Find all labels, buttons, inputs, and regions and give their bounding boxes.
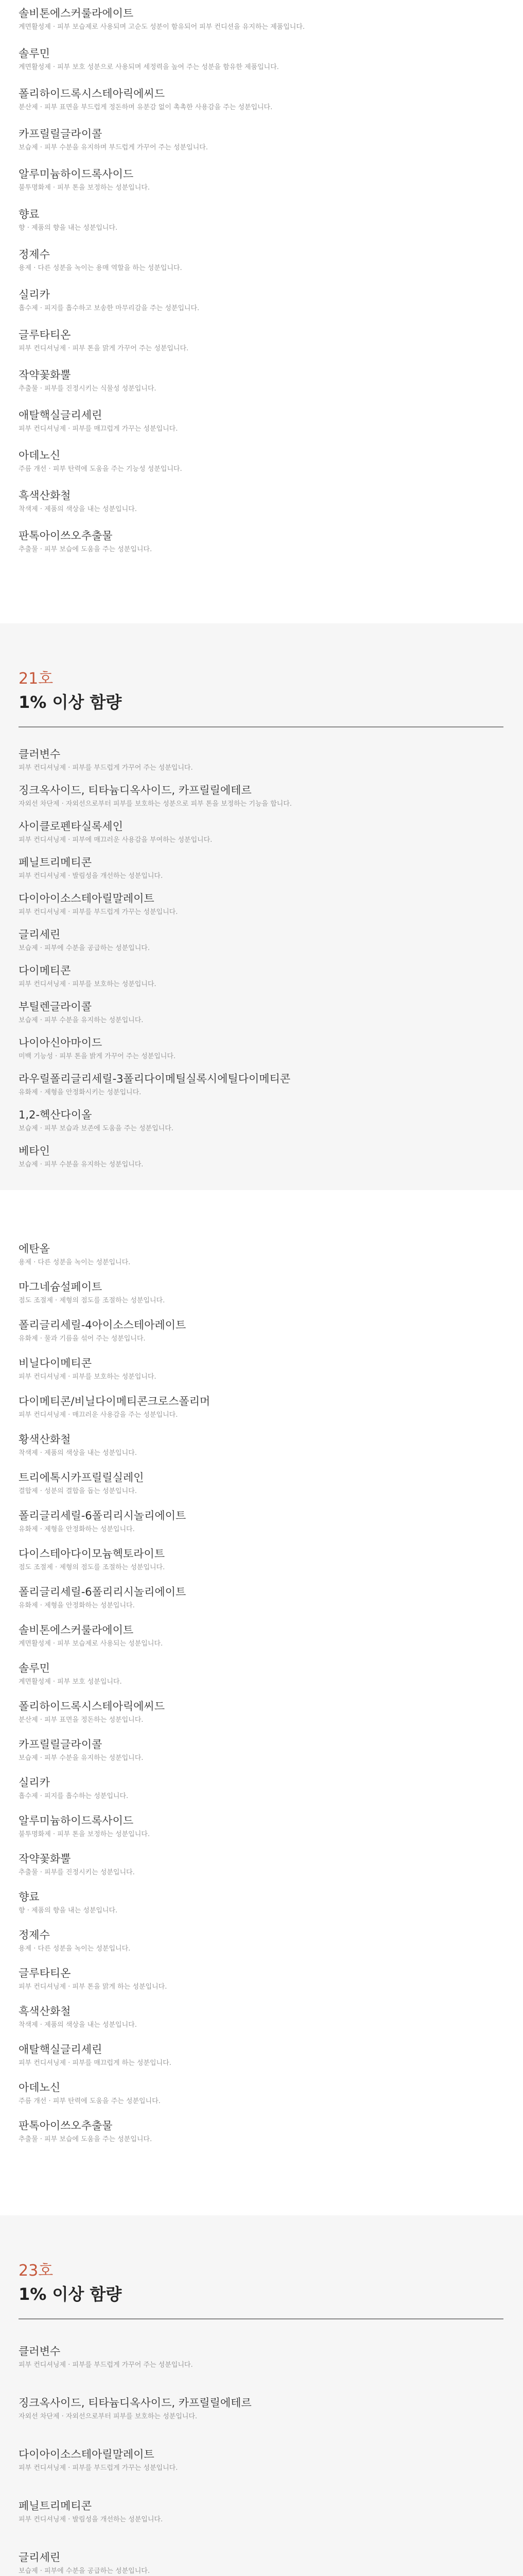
ingredient-name: 실리카 bbox=[19, 289, 50, 301]
ingredient-item bbox=[19, 927, 503, 954]
ingredient-name: 다이메티콘/비닐다이메티콘크로스폴리머 bbox=[19, 1395, 211, 1408]
ingredient-desc: 유화제 · 제형을 안정화하는 성분입니다. bbox=[19, 1602, 135, 1609]
ingredient-desc: 착색제 · 제품의 색상을 내는 성분입니다. bbox=[19, 2021, 137, 2029]
ingredient-item bbox=[19, 207, 503, 233]
ingredient-name: 솔비톤에스커룰라에이트 bbox=[19, 1624, 134, 1636]
ingredient-item bbox=[19, 448, 503, 474]
ingredient-desc: 피부 컨디셔닝제 · 피부 톤을 맑게 가꾸어 주는 성분입니다. bbox=[19, 345, 189, 352]
shade-21-other-ingredients bbox=[0, 1190, 523, 2215]
ingredient-section-continued-top bbox=[0, 0, 523, 594]
ingredient-desc: 추출물 · 피부 보습에 도움을 주는 성분입니다. bbox=[19, 2136, 152, 2143]
ingredient-name: 애탈핵실글리세린 bbox=[19, 409, 102, 421]
ingredient-name: 다이스테아다이모늄헥토라이트 bbox=[19, 1548, 165, 1560]
ingredient-name: 폴리하이드록시스테아릭에씨드 bbox=[19, 88, 165, 100]
ingredient-name: 폴리하이드록시스테아릭에씨드 bbox=[19, 1700, 165, 1713]
section-heading bbox=[19, 670, 503, 738]
ingredient-desc: 보습제 · 피부에 수분을 공급하는 성분입니다. bbox=[19, 2567, 150, 2575]
ingredient-name: 글리세린 bbox=[19, 928, 61, 941]
ingredient-item bbox=[19, 2004, 503, 2030]
ingredient-desc: 착색제 · 제품의 색상을 내는 성분입니다. bbox=[19, 505, 137, 513]
ingredient-item bbox=[19, 368, 503, 394]
ingredient-desc: 추출물 · 피부 보습에 도움을 주는 성분입니다. bbox=[19, 546, 152, 553]
ingredient-item bbox=[19, 1585, 503, 1611]
ingredient-desc: 향 · 제품의 향을 내는 성분입니다. bbox=[19, 1907, 118, 1914]
ingredient-desc: 보습제 · 피부 수분을 유지하는 성분입니다. bbox=[19, 1016, 144, 1024]
ingredient-name: 징크옥사이드, 티타늄디옥사이드, 카프릴릴에테르 bbox=[19, 2397, 252, 2409]
ingredient-name: 향료 bbox=[19, 208, 40, 221]
ingredient-item bbox=[19, 819, 503, 845]
ingredient-name: 황색산화철 bbox=[19, 1433, 71, 1446]
ingredient-desc: 피부 컨디셔닝제 · 피부를 부드럽게 가꾸어 주는 성분입니다. bbox=[19, 764, 193, 772]
ingredient-item bbox=[19, 1699, 503, 1725]
ingredient-item bbox=[19, 529, 503, 555]
shade-23-section bbox=[0, 2215, 523, 2576]
ingredient-item bbox=[19, 167, 503, 193]
ingredient-item bbox=[19, 1852, 503, 1878]
ingredient-item bbox=[19, 2550, 503, 2576]
ingredient-desc: 불투명화제 · 피부 톤을 보정하는 성분입니다. bbox=[19, 1831, 150, 1838]
ingredient-item bbox=[19, 1356, 503, 1382]
ingredient-desc: 계면활성제 · 피부 보습제로 사용되는 성분입니다. bbox=[19, 1640, 163, 1648]
ingredient-item bbox=[19, 247, 503, 274]
ingredient-desc: 불투명화제 · 피부 톤을 보정하는 성분입니다. bbox=[19, 184, 150, 192]
ingredient-name: 마그네슘설페이트 bbox=[19, 1281, 102, 1293]
section-heading bbox=[19, 2262, 503, 2330]
ingredient-name: 알루미늄하이드록사이드 bbox=[19, 1815, 134, 1827]
ingredient-name: 베타인 bbox=[19, 1145, 50, 1157]
ingredient-desc: 유화제 · 물과 기름을 섞어 주는 성분입니다. bbox=[19, 1335, 146, 1343]
ingredient-item bbox=[19, 891, 503, 918]
ingredient-desc: 피부 컨디셔닝제 · 피부를 부드럽게 가꾸는 성분입니다. bbox=[19, 2464, 178, 2472]
ingredient-item bbox=[19, 127, 503, 153]
ingredient-desc: 피부 컨디셔닝제 · 피부를 부드럽게 가꾸어 주는 성분입니다. bbox=[19, 2361, 193, 2369]
ingredient-name: 1,2-헥산다이올 bbox=[19, 1109, 92, 1121]
ingredient-desc: 추출물 · 피부를 진정시키는 식물성 성분입니다. bbox=[19, 385, 156, 393]
ingredient-item bbox=[19, 1108, 503, 1134]
ingredient-name: 아데노신 bbox=[19, 449, 61, 462]
ingredient-desc: 자외선 차단제 · 자외선으로부터 피부를 보호하는 성분입니다. bbox=[19, 2413, 198, 2420]
ingredient-item bbox=[19, 1509, 503, 1535]
ingredient-desc: 피부 컨디셔닝제 · 매끄러운 사용감을 주는 성분입니다. bbox=[19, 1411, 178, 1419]
content-threshold-label: 1% 이상 함량 bbox=[19, 692, 122, 712]
ingredient-item bbox=[19, 783, 503, 809]
ingredient-desc: 계면활성제 · 피부 보호 성분입니다. bbox=[19, 1678, 122, 1686]
ingredient-item bbox=[19, 1072, 503, 1098]
ingredient-name: 나이아신아마이드 bbox=[19, 1037, 102, 1049]
ingredient-item bbox=[19, 2499, 503, 2525]
ingredient-item bbox=[19, 747, 503, 773]
ingredient-name: 징크옥사이드, 티타늄디옥사이드, 카프릴릴에테르 bbox=[19, 784, 252, 796]
ingredient-desc: 유화제 · 제형을 안정화하는 성분입니다. bbox=[19, 1526, 135, 1533]
ingredient-item bbox=[19, 855, 503, 882]
ingredient-desc: 피부 컨디셔닝제 · 피부를 보호하는 성분입니다. bbox=[19, 980, 156, 988]
ingredient-name: 작약꽃화뿔 bbox=[19, 369, 71, 381]
ingredient-item bbox=[19, 999, 503, 1026]
ingredient-name: 솔루민 bbox=[19, 47, 50, 60]
ingredient-desc: 계면활성제 · 피부 보호 성분으로 사용되며 세정력을 높여 주는 성분을 함유한 제품입니다. bbox=[19, 63, 279, 71]
ingredient-name: 다이아이소스테아릴말레이트 bbox=[19, 2448, 154, 2461]
ingredient-desc: 자외선 차단제 · 자외선으로부터 피부를 보호하는 성분으로 피부 톤을 보정하는 기능을 합니다. bbox=[19, 800, 292, 808]
ingredient-desc: 착색제 · 제품의 색상을 내는 성분입니다. bbox=[19, 1449, 137, 1457]
ingredient-name: 다이메티콘 bbox=[19, 964, 71, 977]
ingredient-name: 정제수 bbox=[19, 248, 50, 261]
ingredient-desc: 보습제 · 피부 보습과 보존에 도움을 주는 성분입니다. bbox=[19, 1125, 173, 1132]
ingredient-name: 클러변수 bbox=[19, 748, 61, 760]
ingredient-item bbox=[19, 1814, 503, 1840]
ingredient-desc: 유화제 · 제형을 안정화시키는 성분입니다. bbox=[19, 1089, 142, 1096]
ingredient-name: 사이클로펜타실록세인 bbox=[19, 820, 123, 833]
ingredient-desc: 흡수제 · 피지를 흡수하는 성분입니다. bbox=[19, 1792, 129, 1800]
ingredient-item bbox=[19, 2396, 503, 2422]
ingredient-desc: 피부 컨디셔닝제 · 발림성을 개선하는 성분입니다. bbox=[19, 872, 163, 880]
content-threshold-label: 1% 이상 함량 bbox=[19, 2284, 122, 2304]
ingredient-item bbox=[19, 1966, 503, 1992]
shade-title: 23호 bbox=[19, 2262, 54, 2280]
ingredient-desc: 흡수제 · 피지를 흡수하고 보송한 마무리감을 주는 성분입니다. bbox=[19, 304, 200, 312]
ingredient-desc: 용제 · 다른 성분을 녹이는 성분입니다. bbox=[19, 1259, 131, 1266]
ingredient-name: 클러변수 bbox=[19, 2345, 61, 2358]
ingredient-item bbox=[19, 1432, 503, 1459]
ingredient-desc: 미백 기능성 · 피부 톤을 밝게 가꾸어 주는 성분입니다. bbox=[19, 1053, 176, 1060]
ingredient-name: 알루미늄하이드록사이드 bbox=[19, 168, 134, 180]
ingredient-name: 라우릴폴리글리세릴-3폴리다이메틸실록시에틸다이메티콘 bbox=[19, 1073, 291, 1085]
ingredient-desc: 보습제 · 피부 수분을 유지하는 성분입니다. bbox=[19, 1754, 144, 1762]
ingredient-item bbox=[19, 1470, 503, 1497]
ingredient-name: 솔루민 bbox=[19, 1662, 50, 1674]
ingredient-name: 솔비톤에스커룰라에이트 bbox=[19, 7, 134, 20]
ingredient-item bbox=[19, 2344, 503, 2370]
ingredient-name: 정제수 bbox=[19, 1929, 50, 1941]
ingredient-item bbox=[19, 1547, 503, 1573]
ingredient-desc: 용제 · 다른 성분을 녹이는 용매 역할을 하는 성분입니다. bbox=[19, 264, 182, 272]
ingredient-item bbox=[19, 1661, 503, 1687]
ingredient-name: 흑색산화철 bbox=[19, 2005, 71, 2018]
shade-title: 21호 bbox=[19, 670, 54, 688]
ingredient-desc: 피부 컨디셔닝제 · 피부를 보호하는 성분입니다. bbox=[19, 1373, 156, 1381]
ingredient-name: 페닐트리메티콘 bbox=[19, 2500, 92, 2512]
ingredient-item bbox=[19, 6, 503, 32]
ingredient-desc: 피부 컨디셔닝제 · 피부에 매끄러운 사용감을 부여하는 성분입니다. bbox=[19, 836, 213, 844]
ingredient-item bbox=[19, 1144, 503, 1170]
ingredient-item bbox=[19, 87, 503, 113]
ingredient-name: 페닐트리메티콘 bbox=[19, 856, 92, 869]
ingredient-name: 에탄올 bbox=[19, 1243, 50, 1255]
ingredient-item bbox=[19, 963, 503, 990]
ingredient-name: 판톡아이쓰오추출물 bbox=[19, 530, 113, 542]
shade-21-section bbox=[0, 623, 523, 1190]
ingredient-item bbox=[19, 1242, 503, 1268]
ingredient-desc: 보습제 · 피부에 수분을 공급하는 성분입니다. bbox=[19, 944, 150, 952]
ingredient-name: 글루타티온 bbox=[19, 329, 71, 341]
ingredient-desc: 결합제 · 성분의 결합을 돕는 성분입니다. bbox=[19, 1487, 137, 1495]
ingredient-name: 폴리글리세릴-6폴리리시놀리에이트 bbox=[19, 1510, 186, 1522]
ingredient-name: 카프릴릴글라이콜 bbox=[19, 1738, 102, 1751]
ingredient-desc: 피부 컨디셔닝제 · 피부를 부드럽게 가꾸는 성분입니다. bbox=[19, 908, 178, 916]
ingredient-item bbox=[19, 408, 503, 434]
ingredient-name: 다이아이소스테아릴말레이트 bbox=[19, 892, 154, 905]
ingredient-desc: 주름 개선 · 피부 탄력에 도움을 주는 기능성 성분입니다. bbox=[19, 465, 182, 473]
ingredient-name: 비닐다이메티콘 bbox=[19, 1357, 92, 1369]
ingredient-desc: 주름 개선 · 피부 탄력에 도움을 주는 성분입니다. bbox=[19, 2097, 161, 2105]
ingredient-name: 애탈핵실글리세린 bbox=[19, 2043, 102, 2056]
heading-divider bbox=[19, 726, 503, 727]
ingredient-item bbox=[19, 1737, 503, 1764]
ingredient-desc: 보습제 · 피부 수분을 유지하며 부드럽게 가꾸어 주는 성분입니다. bbox=[19, 144, 208, 151]
ingredient-desc: 피부 컨디셔닝제 · 피부를 매끄럽게 가꾸는 성분입니다. bbox=[19, 425, 178, 433]
ingredient-desc: 피부 컨디셔닝제 · 발림성을 개선하는 성분입니다. bbox=[19, 2516, 163, 2523]
ingredient-item bbox=[19, 488, 503, 515]
ingredient-name: 폴리글리세릴-4아이소스테아레이트 bbox=[19, 1319, 186, 1331]
ingredient-item bbox=[19, 1394, 503, 1420]
ingredient-desc: 분산제 · 피부 표면을 부드럽게 정돈하며 유분감 없이 촉촉한 사용감을 주는 성분입니다. bbox=[19, 104, 273, 111]
ingredient-item bbox=[19, 1280, 503, 1306]
ingredient-item bbox=[19, 1775, 503, 1802]
ingredient-desc: 계면활성제 · 피부 보습제로 사용되며 고순도 성분이 함유되어 피부 컨디션을 유지하는 제품입니다. bbox=[19, 23, 305, 31]
ingredient-desc: 점도 조절제 · 제형의 점도를 조절하는 성분입니다. bbox=[19, 1297, 165, 1304]
ingredient-name: 향료 bbox=[19, 1891, 40, 1903]
ingredient-desc: 피부 컨디셔닝제 · 피부를 매끄럽게 하는 성분입니다. bbox=[19, 2059, 171, 2067]
ingredient-item bbox=[19, 1318, 503, 1344]
ingredient-name: 트리에톡시카프릴릴실레인 bbox=[19, 1471, 144, 1484]
ingredient-name: 아데노신 bbox=[19, 2081, 61, 2094]
ingredient-name: 작약꽃화뿔 bbox=[19, 1853, 71, 1865]
ingredient-desc: 점도 조절제 · 제형의 점도를 조절하는 성분입니다. bbox=[19, 1564, 165, 1571]
ingredient-item bbox=[19, 2447, 503, 2473]
ingredient-name: 흑색산화철 bbox=[19, 489, 71, 502]
ingredient-desc: 피부 컨디셔닝제 · 피부 톤을 맑게 하는 성분입니다. bbox=[19, 1983, 167, 1991]
ingredient-item bbox=[19, 328, 503, 354]
ingredient-item bbox=[19, 1928, 503, 1954]
ingredient-item bbox=[19, 2042, 503, 2069]
ingredient-name: 부틸렌글라이콜 bbox=[19, 1001, 92, 1013]
ingredient-item bbox=[19, 1890, 503, 1916]
ingredient-name: 카프릴릴글라이콜 bbox=[19, 128, 102, 140]
ingredient-name: 글루타티온 bbox=[19, 1967, 71, 1979]
ingredient-desc: 추출물 · 피부를 진정시키는 성분입니다. bbox=[19, 1869, 135, 1876]
ingredient-item bbox=[19, 2080, 503, 2107]
ingredient-item bbox=[19, 1036, 503, 1062]
ingredient-name: 글리세린 bbox=[19, 2551, 61, 2564]
ingredient-desc: 보습제 · 피부 수분을 유지하는 성분입니다. bbox=[19, 1161, 144, 1168]
ingredient-desc: 용제 · 다른 성분을 녹이는 성분입니다. bbox=[19, 1945, 131, 1953]
ingredient-name: 판톡아이쓰오추출물 bbox=[19, 2120, 113, 2132]
ingredient-name: 실리카 bbox=[19, 1776, 50, 1789]
ingredient-name: 폴리글리세릴-6폴리리시놀리에이트 bbox=[19, 1586, 186, 1598]
ingredient-desc: 향 · 제품의 향을 내는 성분입니다. bbox=[19, 224, 118, 232]
ingredient-item bbox=[19, 46, 503, 73]
ingredient-item bbox=[19, 1623, 503, 1649]
heading-divider bbox=[19, 2318, 503, 2319]
ingredient-desc: 분산제 · 피부 표면을 정돈하는 성분입니다. bbox=[19, 1716, 144, 1724]
ingredient-item bbox=[19, 2119, 503, 2145]
ingredient-item bbox=[19, 287, 503, 314]
